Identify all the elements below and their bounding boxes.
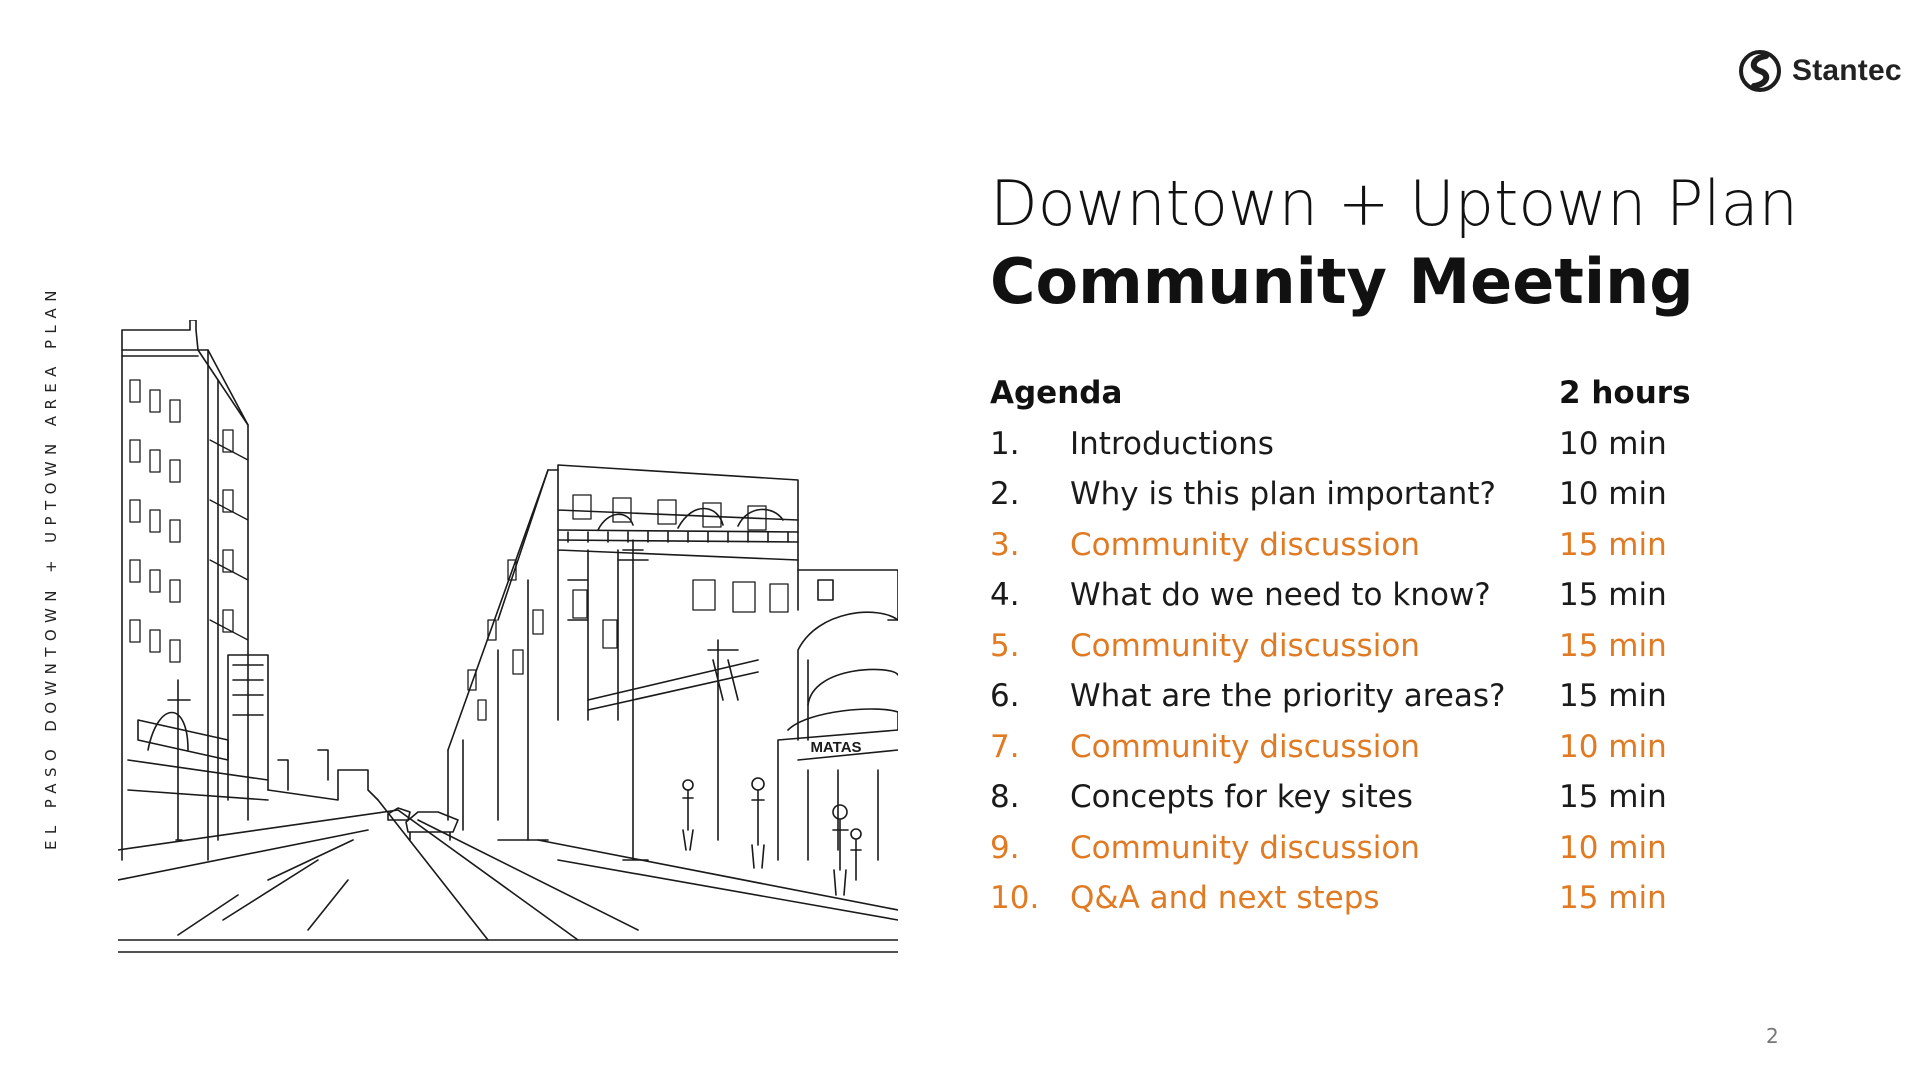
agenda-item-title: Community discussion: [1070, 728, 1420, 765]
side-label-text: EL PASO DOWNTOWN + UPTOWN AREA PLAN: [42, 284, 60, 850]
agenda-item-number: 7.: [990, 728, 1020, 765]
page-number: 2: [1766, 1024, 1779, 1048]
agenda-item: [990, 823, 1750, 874]
agenda-list: [990, 368, 1750, 924]
agenda-items: [990, 419, 1750, 924]
title-block: [990, 165, 1798, 321]
agenda-header: [990, 368, 1750, 419]
agenda-item-title: Q&A and next steps: [1070, 880, 1380, 917]
agenda-item-title: Community discussion: [1070, 829, 1420, 866]
agenda-item: [990, 873, 1750, 924]
agenda-item-number: 6.: [990, 678, 1020, 715]
storefront-sign: MATAS: [810, 739, 862, 756]
agenda-item-title: Concepts for key sites: [1070, 779, 1413, 816]
agenda-item-duration: 15 min: [1559, 880, 1667, 917]
agenda-item-duration: 15 min: [1559, 627, 1667, 664]
agenda-item: [990, 520, 1750, 571]
street-sketch-illustration: [118, 320, 898, 960]
agenda-item-number: 8.: [990, 779, 1020, 816]
agenda-item-number: 9.: [990, 829, 1020, 866]
agenda-item-title: Community discussion: [1070, 627, 1420, 664]
agenda-item-number: 4.: [990, 577, 1020, 614]
agenda-heading: Agenda: [990, 375, 1123, 412]
agenda-item-title: What are the priority areas?: [1070, 678, 1506, 715]
agenda-item: [990, 419, 1750, 470]
agenda-item: [990, 469, 1750, 520]
agenda-item-number: 10.: [990, 880, 1040, 917]
agenda-item-duration: 10 min: [1559, 728, 1667, 765]
agenda-item-number: 5.: [990, 627, 1020, 664]
agenda-item: [990, 671, 1750, 722]
agenda-item-duration: 15 min: [1559, 577, 1667, 614]
agenda-item: [990, 570, 1750, 621]
agenda-item-title: What do we need to know?: [1070, 577, 1491, 614]
agenda-item-duration: 15 min: [1559, 526, 1667, 563]
agenda-item-duration: 10 min: [1559, 829, 1667, 866]
page-title: Downtown + Uptown Plan: [990, 167, 1798, 240]
stantec-logo-icon: [1738, 48, 1782, 94]
agenda-item-duration: 10 min: [1559, 476, 1667, 513]
agenda-item-duration: 15 min: [1559, 779, 1667, 816]
agenda-item-title: Community discussion: [1070, 526, 1420, 563]
agenda-item-number: 1.: [990, 425, 1020, 462]
agenda-total-duration: 2 hours: [1559, 375, 1691, 412]
agenda-item: [990, 772, 1750, 823]
logo-text: Stantec: [1792, 54, 1902, 87]
agenda-item-number: 2.: [990, 476, 1020, 513]
agenda-item-title: Introductions: [1070, 425, 1274, 462]
agenda-item: [990, 621, 1750, 672]
agenda-item-title: Why is this plan important?: [1070, 476, 1496, 513]
page-subtitle: Community Meeting: [990, 245, 1694, 318]
side-label: [38, 284, 60, 850]
agenda-item: [990, 722, 1750, 773]
stantec-logo: [1738, 45, 1902, 97]
agenda-item-duration: 10 min: [1559, 425, 1667, 462]
agenda-item-number: 3.: [990, 526, 1020, 563]
agenda-item-duration: 15 min: [1559, 678, 1667, 715]
